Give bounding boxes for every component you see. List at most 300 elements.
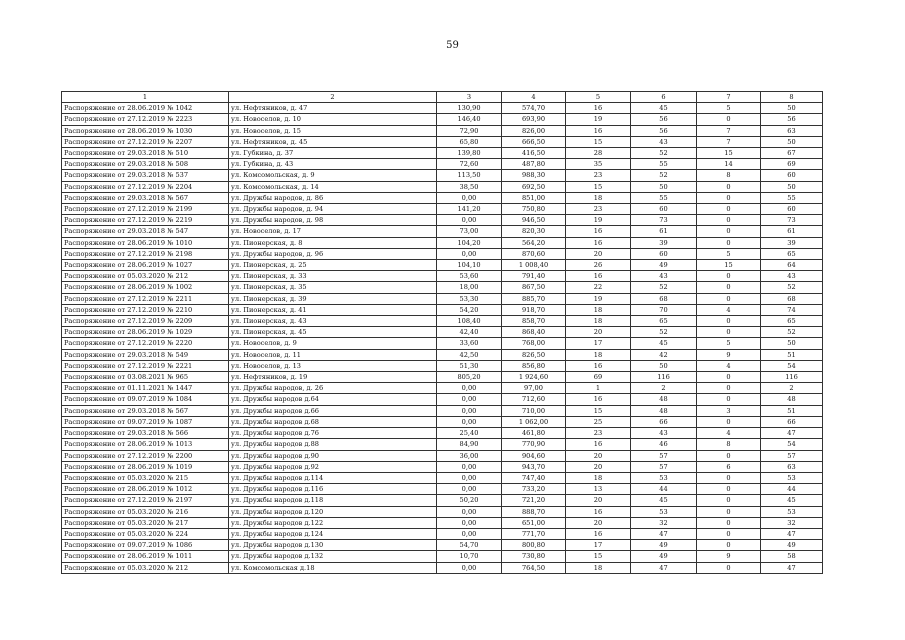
table-row	[62, 428, 823, 439]
table-row	[62, 215, 823, 226]
data-table	[61, 91, 823, 574]
document-cell: Распоряжение от 05.03.2020 № 216	[62, 506, 229, 517]
value-cell: 65	[761, 316, 823, 327]
address-cell: ул. Дружбы народов д.122	[229, 517, 437, 528]
value-cell: 0,00	[437, 215, 502, 226]
value-cell: 66	[631, 416, 697, 427]
document-cell: Распоряжение от 29.03.2018 № 549	[62, 349, 229, 360]
table-row	[62, 237, 823, 248]
table-row	[62, 551, 823, 562]
value-cell: 5	[697, 338, 761, 349]
document-cell: Распоряжение от 28.06.2019 № 1029	[62, 327, 229, 338]
table-row	[62, 528, 823, 539]
value-cell: 13	[566, 484, 631, 495]
document-cell: Распоряжение от 27.12.2019 № 2200	[62, 450, 229, 461]
value-cell: 0	[697, 495, 761, 506]
value-cell: 18,00	[437, 282, 502, 293]
value-cell: 104,20	[437, 237, 502, 248]
value-cell: 33,60	[437, 338, 502, 349]
document-cell: Распоряжение от 27.12.2019 № 2220	[62, 338, 229, 349]
value-cell: 52	[631, 327, 697, 338]
address-cell: ул. Новоселов, д. 10	[229, 114, 437, 125]
document-cell: Распоряжение от 28.06.2019 № 1002	[62, 282, 229, 293]
address-cell: ул. Дружбы народов д.90	[229, 450, 437, 461]
document-cell: Распоряжение от 29.03.2018 № 567	[62, 192, 229, 203]
value-cell: 15	[566, 551, 631, 562]
value-cell: 14	[697, 159, 761, 170]
document-cell: Распоряжение от 27.12.2019 № 2204	[62, 181, 229, 192]
address-cell: ул. Новоселов, д. 17	[229, 226, 437, 237]
value-cell: 0	[697, 472, 761, 483]
value-cell: 50	[631, 360, 697, 371]
value-cell: 47	[631, 528, 697, 539]
address-cell: ул. Нефтяников, д. 19	[229, 372, 437, 383]
address-cell: ул. Дружбы народов, д. 26	[229, 383, 437, 394]
value-cell: 18	[566, 304, 631, 315]
value-cell: 868,40	[502, 327, 566, 338]
value-cell: 53,30	[437, 293, 502, 304]
document-cell: Распоряжение от 28.06.2019 № 1013	[62, 439, 229, 450]
address-cell: ул. Дружбы народов д.118	[229, 495, 437, 506]
value-cell: 74	[761, 304, 823, 315]
address-cell: ул. Дружбы народов д.114	[229, 472, 437, 483]
document-cell: Распоряжение от 05.03.2020 № 217	[62, 517, 229, 528]
value-cell: 43	[631, 428, 697, 439]
document-cell: Распоряжение от 27.12.2019 № 2199	[62, 204, 229, 215]
table-row	[62, 562, 823, 573]
value-cell: 0	[697, 528, 761, 539]
value-cell: 116	[761, 372, 823, 383]
value-cell: 3	[697, 405, 761, 416]
value-cell: 747,40	[502, 472, 566, 483]
value-cell: 0,00	[437, 383, 502, 394]
value-cell: 23	[566, 204, 631, 215]
value-cell: 771,70	[502, 528, 566, 539]
value-cell: 28	[566, 148, 631, 159]
value-cell: 64	[761, 260, 823, 271]
document-cell: Распоряжение от 27.12.2019 № 2197	[62, 495, 229, 506]
table-row	[62, 159, 823, 170]
document-cell: Распоряжение от 09.07.2019 № 1087	[62, 416, 229, 427]
address-cell: ул. Губкина, д. 43	[229, 159, 437, 170]
value-cell: 50	[631, 181, 697, 192]
address-cell: ул. Пионерская, д. 25	[229, 260, 437, 271]
value-cell: 47	[631, 562, 697, 573]
value-cell: 856,80	[502, 360, 566, 371]
document-cell: Распоряжение от 29.03.2018 № 510	[62, 148, 229, 159]
value-cell: 870,60	[502, 248, 566, 259]
address-cell: ул. Пионерская, д. 45	[229, 327, 437, 338]
value-cell: 0	[697, 282, 761, 293]
address-cell: ул. Дружбы народов д.132	[229, 551, 437, 562]
value-cell: 36,00	[437, 450, 502, 461]
document-cell: Распоряжение от 05.03.2020 № 215	[62, 472, 229, 483]
table-row	[62, 506, 823, 517]
table-row	[62, 125, 823, 136]
table-row	[62, 405, 823, 416]
value-cell: 42,50	[437, 349, 502, 360]
value-cell: 5	[697, 248, 761, 259]
value-cell: 16	[566, 237, 631, 248]
value-cell: 0	[697, 372, 761, 383]
value-cell: 826,00	[502, 125, 566, 136]
address-cell: ул. Нефтяников, д. 47	[229, 103, 437, 114]
value-cell: 6	[697, 461, 761, 472]
value-cell: 47	[761, 528, 823, 539]
table-row	[62, 136, 823, 147]
document-cell: Распоряжение от 03.08.2021 № 965	[62, 372, 229, 383]
value-cell: 52	[761, 282, 823, 293]
value-cell: 858,70	[502, 316, 566, 327]
value-cell: 68	[761, 293, 823, 304]
value-cell: 17	[566, 338, 631, 349]
value-cell: 22	[566, 282, 631, 293]
value-cell: 32	[761, 517, 823, 528]
value-cell: 1 924,60	[502, 372, 566, 383]
value-cell: 53	[761, 506, 823, 517]
value-cell: 750,80	[502, 204, 566, 215]
value-cell: 51	[761, 349, 823, 360]
value-cell: 791,40	[502, 271, 566, 282]
value-cell: 48	[631, 394, 697, 405]
address-cell: ул. Дружбы народов, д. 98	[229, 215, 437, 226]
value-cell: 820,30	[502, 226, 566, 237]
address-cell: ул. Новоселов, д. 11	[229, 349, 437, 360]
value-cell: 52	[631, 148, 697, 159]
value-cell: 16	[566, 360, 631, 371]
value-cell: 5	[697, 103, 761, 114]
value-cell: 9	[697, 551, 761, 562]
value-cell: 826,50	[502, 349, 566, 360]
value-cell: 57	[631, 461, 697, 472]
address-cell: ул. Пионерская, д. 33	[229, 271, 437, 282]
column-header: 3	[437, 92, 502, 103]
value-cell: 0,00	[437, 506, 502, 517]
table-row	[62, 540, 823, 551]
table-row	[62, 248, 823, 259]
table-header-row	[62, 92, 823, 103]
value-cell: 0	[697, 237, 761, 248]
value-cell: 54	[761, 439, 823, 450]
value-cell: 918,70	[502, 304, 566, 315]
value-cell: 130,90	[437, 103, 502, 114]
value-cell: 710,00	[502, 405, 566, 416]
value-cell: 0	[697, 484, 761, 495]
value-cell: 20	[566, 248, 631, 259]
address-cell: ул. Дружбы народов д.64	[229, 394, 437, 405]
value-cell: 8	[697, 439, 761, 450]
document-cell: Распоряжение от 29.03.2018 № 567	[62, 405, 229, 416]
value-cell: 26	[566, 260, 631, 271]
value-cell: 15	[697, 260, 761, 271]
value-cell: 8	[697, 170, 761, 181]
value-cell: 49	[631, 551, 697, 562]
value-cell: 52	[761, 327, 823, 338]
document-cell: Распоряжение от 29.03.2018 № 547	[62, 226, 229, 237]
value-cell: 47	[761, 562, 823, 573]
value-cell: 146,40	[437, 114, 502, 125]
value-cell: 54	[761, 360, 823, 371]
value-cell: 20	[566, 461, 631, 472]
document-cell: Распоряжение от 28.06.2019 № 1011	[62, 551, 229, 562]
value-cell: 53,60	[437, 271, 502, 282]
value-cell: 0	[697, 226, 761, 237]
value-cell: 888,70	[502, 506, 566, 517]
value-cell: 0	[697, 540, 761, 551]
value-cell: 7	[697, 136, 761, 147]
table-row	[62, 484, 823, 495]
value-cell: 39	[761, 237, 823, 248]
document-cell: Распоряжение от 28.06.2019 № 1027	[62, 260, 229, 271]
value-cell: 19	[566, 215, 631, 226]
value-cell: 52	[631, 170, 697, 181]
column-header: 1	[62, 92, 229, 103]
value-cell: 4	[697, 304, 761, 315]
value-cell: 57	[631, 450, 697, 461]
value-cell: 574,70	[502, 103, 566, 114]
document-cell: Распоряжение от 28.06.2019 № 1030	[62, 125, 229, 136]
address-cell: ул. Комсомольская д.18	[229, 562, 437, 573]
value-cell: 49	[631, 540, 697, 551]
table-row	[62, 517, 823, 528]
value-cell: 1 008,40	[502, 260, 566, 271]
value-cell: 54,70	[437, 540, 502, 551]
value-cell: 0	[697, 215, 761, 226]
value-cell: 72,90	[437, 125, 502, 136]
document-cell: Распоряжение от 05.03.2020 № 212	[62, 562, 229, 573]
value-cell: 20	[566, 517, 631, 528]
table-row	[62, 282, 823, 293]
value-cell: 47	[761, 428, 823, 439]
document-cell: Распоряжение от 29.03.2018 № 537	[62, 170, 229, 181]
value-cell: 0	[697, 316, 761, 327]
value-cell: 50	[761, 338, 823, 349]
table-row	[62, 338, 823, 349]
value-cell: 988,30	[502, 170, 566, 181]
value-cell: 18	[566, 316, 631, 327]
table-row	[62, 450, 823, 461]
value-cell: 16	[566, 394, 631, 405]
value-cell: 0	[697, 204, 761, 215]
value-cell: 56	[761, 114, 823, 125]
table-row	[62, 372, 823, 383]
value-cell: 800,80	[502, 540, 566, 551]
value-cell: 0,00	[437, 394, 502, 405]
value-cell: 116	[631, 372, 697, 383]
document-cell: Распоряжение от 05.03.2020 № 212	[62, 271, 229, 282]
value-cell: 16	[566, 226, 631, 237]
table-row	[62, 181, 823, 192]
value-cell: 23	[566, 170, 631, 181]
value-cell: 73,00	[437, 226, 502, 237]
value-cell: 2	[761, 383, 823, 394]
address-cell: ул. Новоселов, д. 13	[229, 360, 437, 371]
address-cell: ул. Пионерская, д. 39	[229, 293, 437, 304]
value-cell: 56	[631, 125, 697, 136]
document-cell: Распоряжение от 05.03.2020 № 224	[62, 528, 229, 539]
value-cell: 46	[631, 439, 697, 450]
address-cell: ул. Нефтяников, д. 45	[229, 136, 437, 147]
address-cell: ул. Дружбы народов д.130	[229, 540, 437, 551]
value-cell: 946,50	[502, 215, 566, 226]
value-cell: 16	[566, 528, 631, 539]
value-cell: 73	[631, 215, 697, 226]
value-cell: 73	[761, 215, 823, 226]
value-cell: 18	[566, 349, 631, 360]
value-cell: 67	[761, 148, 823, 159]
table-row	[62, 226, 823, 237]
value-cell: 770,90	[502, 439, 566, 450]
address-cell: ул. Дружбы народов д.116	[229, 484, 437, 495]
document-cell: Распоряжение от 27.12.2019 № 2210	[62, 304, 229, 315]
value-cell: 19	[566, 293, 631, 304]
address-cell: ул. Дружбы народов д.120	[229, 506, 437, 517]
value-cell: 805,20	[437, 372, 502, 383]
value-cell: 55	[631, 159, 697, 170]
column-header: 5	[566, 92, 631, 103]
value-cell: 885,70	[502, 293, 566, 304]
table-row	[62, 327, 823, 338]
value-cell: 487,80	[502, 159, 566, 170]
address-cell: ул. Дружбы народов д.88	[229, 439, 437, 450]
value-cell: 15	[566, 181, 631, 192]
value-cell: 693,90	[502, 114, 566, 125]
value-cell: 564,20	[502, 237, 566, 248]
document-cell: Распоряжение от 27.12.2019 № 2207	[62, 136, 229, 147]
value-cell: 43	[631, 271, 697, 282]
value-cell: 0,00	[437, 517, 502, 528]
value-cell: 666,50	[502, 136, 566, 147]
table-row	[62, 271, 823, 282]
value-cell: 0	[697, 450, 761, 461]
value-cell: 139,80	[437, 148, 502, 159]
column-header: 8	[761, 92, 823, 103]
value-cell: 16	[566, 271, 631, 282]
value-cell: 18	[566, 562, 631, 573]
value-cell: 65,80	[437, 136, 502, 147]
address-cell: ул. Новоселов, д. 9	[229, 338, 437, 349]
value-cell: 48	[761, 394, 823, 405]
value-cell: 72,60	[437, 159, 502, 170]
value-cell: 52	[631, 282, 697, 293]
value-cell: 19	[566, 114, 631, 125]
value-cell: 53	[631, 506, 697, 517]
document-cell: Распоряжение от 29.03.2018 № 508	[62, 159, 229, 170]
table-row	[62, 260, 823, 271]
value-cell: 50,20	[437, 495, 502, 506]
document-cell: Распоряжение от 28.06.2019 № 1012	[62, 484, 229, 495]
value-cell: 764,50	[502, 562, 566, 573]
address-cell: ул. Дружбы народов д.92	[229, 461, 437, 472]
document-cell: Распоряжение от 28.06.2019 № 1042	[62, 103, 229, 114]
value-cell: 0,00	[437, 416, 502, 427]
value-cell: 45	[631, 338, 697, 349]
value-cell: 141,20	[437, 204, 502, 215]
value-cell: 0,00	[437, 192, 502, 203]
value-cell: 39	[631, 237, 697, 248]
value-cell: 18	[566, 472, 631, 483]
table-row	[62, 316, 823, 327]
value-cell: 43	[631, 136, 697, 147]
address-cell: ул. Новоселов, д. 15	[229, 125, 437, 136]
table-row	[62, 148, 823, 159]
document-cell: Распоряжение от 01.11.2021 № 1447	[62, 383, 229, 394]
value-cell: 60	[631, 204, 697, 215]
value-cell: 0,00	[437, 461, 502, 472]
value-cell: 904,60	[502, 450, 566, 461]
value-cell: 0,00	[437, 528, 502, 539]
value-cell: 0	[697, 416, 761, 427]
value-cell: 10,70	[437, 551, 502, 562]
value-cell: 56	[631, 114, 697, 125]
address-cell: ул. Дружбы народов, д. 86	[229, 192, 437, 203]
value-cell: 44	[761, 484, 823, 495]
value-cell: 51	[761, 405, 823, 416]
value-cell: 943,70	[502, 461, 566, 472]
address-cell: ул. Комсомольская, д. 14	[229, 181, 437, 192]
document-cell: Распоряжение от 27.12.2019 № 2221	[62, 360, 229, 371]
value-cell: 461,80	[502, 428, 566, 439]
value-cell: 7	[697, 125, 761, 136]
value-cell: 60	[761, 170, 823, 181]
value-cell: 651,00	[502, 517, 566, 528]
value-cell: 60	[631, 248, 697, 259]
table-row	[62, 349, 823, 360]
value-cell: 61	[761, 226, 823, 237]
value-cell: 1	[566, 383, 631, 394]
value-cell: 17	[566, 540, 631, 551]
value-cell: 16	[566, 506, 631, 517]
value-cell: 55	[631, 192, 697, 203]
value-cell: 0,00	[437, 472, 502, 483]
value-cell: 712,60	[502, 394, 566, 405]
table-row	[62, 304, 823, 315]
value-cell: 58	[761, 551, 823, 562]
value-cell: 0	[697, 394, 761, 405]
value-cell: 42,40	[437, 327, 502, 338]
value-cell: 53	[761, 472, 823, 483]
value-cell: 416,50	[502, 148, 566, 159]
value-cell: 69	[566, 372, 631, 383]
value-cell: 63	[761, 461, 823, 472]
address-cell: ул. Дружбы народов д.124	[229, 528, 437, 539]
value-cell: 16	[566, 103, 631, 114]
address-cell: ул. Пионерская, д. 35	[229, 282, 437, 293]
value-cell: 63	[761, 125, 823, 136]
address-cell: ул. Дружбы народов д.76	[229, 428, 437, 439]
value-cell: 49	[631, 260, 697, 271]
table-row	[62, 439, 823, 450]
value-cell: 20	[566, 450, 631, 461]
value-cell: 68	[631, 293, 697, 304]
document-cell: Распоряжение от 27.12.2019 № 2211	[62, 293, 229, 304]
value-cell: 60	[761, 204, 823, 215]
value-cell: 97,00	[502, 383, 566, 394]
value-cell: 16	[566, 439, 631, 450]
document-cell: Распоряжение от 28.06.2019 № 1019	[62, 461, 229, 472]
value-cell: 0	[697, 271, 761, 282]
document-cell: Распоряжение от 27.12.2019 № 2223	[62, 114, 229, 125]
value-cell: 1 062,00	[502, 416, 566, 427]
value-cell: 70	[631, 304, 697, 315]
value-cell: 20	[566, 327, 631, 338]
value-cell: 692,50	[502, 181, 566, 192]
value-cell: 55	[761, 192, 823, 203]
value-cell: 0	[697, 114, 761, 125]
value-cell: 0,00	[437, 405, 502, 416]
table-row	[62, 461, 823, 472]
table-row	[62, 192, 823, 203]
